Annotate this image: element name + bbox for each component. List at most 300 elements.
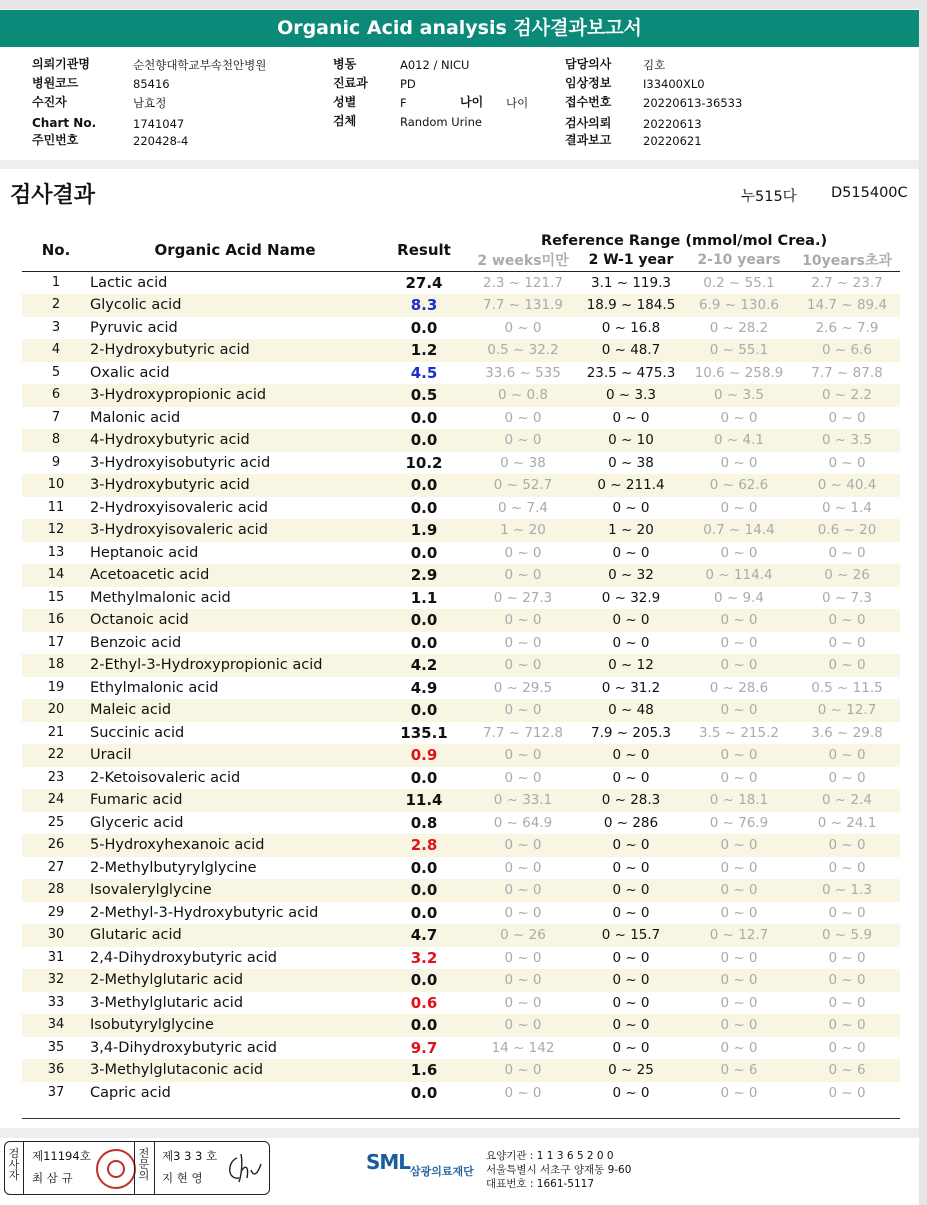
row-number: 5 bbox=[51, 364, 61, 380]
result-value: 0.0 bbox=[380, 609, 468, 632]
info-label: 수진자 bbox=[32, 95, 67, 109]
range-over-10y: 0 ~ 1.4 bbox=[822, 499, 872, 516]
signature-box bbox=[4, 1141, 270, 1195]
table-row bbox=[22, 1082, 900, 1105]
row-number: 37 bbox=[47, 1084, 65, 1100]
range-over-10y: 0 ~ 0 bbox=[828, 769, 866, 786]
range-over-10y: 0 ~ 26 bbox=[794, 564, 900, 587]
acid-name: Benzoic acid bbox=[90, 634, 182, 651]
result-value: 3.2 bbox=[410, 948, 438, 967]
result-value: 0.0 bbox=[410, 498, 438, 517]
table-row bbox=[22, 587, 900, 610]
table-row bbox=[22, 654, 900, 677]
range-2-weeks: 0 ~ 0 bbox=[468, 744, 578, 767]
range-2-10y: 0 ~ 6 bbox=[684, 1059, 794, 1082]
results-body bbox=[22, 272, 900, 1105]
header-range-4: 10years초과 bbox=[802, 253, 892, 269]
range-2-weeks: 1 ~ 20 bbox=[468, 519, 578, 542]
range-2w-1y: 0 ~ 48.7 bbox=[578, 339, 684, 362]
range-over-10y: 0 ~ 40.4 bbox=[794, 474, 900, 497]
range-over-10y: 0 ~ 6 bbox=[794, 1059, 900, 1082]
result-value: 0.0 bbox=[410, 633, 438, 652]
range-2-weeks: 0 ~ 0 bbox=[468, 699, 578, 722]
range-2-weeks: 0 ~ 0 bbox=[468, 564, 578, 587]
range-2w-1y: 0 ~ 16.8 bbox=[601, 319, 661, 336]
row-number: 11 bbox=[47, 499, 65, 515]
range-2-weeks: 2.3 ~ 121.7 bbox=[482, 275, 563, 291]
report-title: Organic Acid analysis 검사결과보고서 bbox=[0, 10, 919, 47]
acid-name: Malonic acid bbox=[90, 409, 181, 426]
age-label: 나이 bbox=[460, 95, 484, 109]
range-2-weeks: 0 ~ 0 bbox=[504, 319, 542, 336]
row-number: 4 bbox=[22, 339, 90, 362]
range-over-10y: 0 ~ 7.3 bbox=[822, 589, 872, 606]
row-number: 36 bbox=[22, 1059, 90, 1082]
info-value: 1741047 bbox=[133, 117, 185, 131]
result-value: 1.2 bbox=[380, 339, 468, 362]
acid-name: 2-Hydroxyisovaleric acid bbox=[90, 499, 268, 516]
row-number: 22 bbox=[22, 744, 90, 767]
range-2-weeks: 0 ~ 38 bbox=[500, 454, 546, 471]
range-over-10y: 0 ~ 0 bbox=[828, 994, 866, 1011]
range-2w-1y: 0 ~ 0 bbox=[612, 499, 650, 516]
row-number: 20 bbox=[22, 699, 90, 722]
info-value: 20220621 bbox=[643, 134, 702, 148]
range-2w-1y: 0 ~ 3.3 bbox=[578, 384, 684, 407]
result-value: 0.0 bbox=[380, 474, 468, 497]
range-2-weeks: 0 ~ 0 bbox=[504, 949, 542, 966]
row-number: 25 bbox=[47, 814, 65, 830]
range-over-10y: 0 ~ 12.7 bbox=[794, 699, 900, 722]
row-number: 17 bbox=[47, 634, 65, 650]
range-2-10y: 0 ~ 9.4 bbox=[714, 589, 764, 606]
acid-name: Succinic acid bbox=[90, 724, 185, 741]
result-value: 0.6 bbox=[410, 993, 438, 1012]
row-number: 9 bbox=[51, 454, 61, 470]
range-2-10y: 0 ~ 0 bbox=[720, 769, 758, 786]
row-number: 7 bbox=[51, 409, 61, 425]
range-2w-1y: 0 ~ 0 bbox=[612, 1039, 650, 1056]
lab-name: 삼광의료재단 bbox=[410, 1165, 474, 1178]
acid-name: Pyruvic acid bbox=[90, 319, 178, 336]
results-table bbox=[22, 229, 900, 1104]
result-value: 0.0 bbox=[410, 1083, 438, 1102]
row-number: 32 bbox=[22, 969, 90, 992]
range-2-10y: 0 ~ 0 bbox=[720, 499, 758, 516]
range-2w-1y: 0 ~ 0 bbox=[612, 1084, 650, 1101]
range-2-10y: 0 ~ 0 bbox=[684, 879, 794, 902]
acid-name: Uracil bbox=[90, 744, 380, 767]
result-value: 0.0 bbox=[410, 858, 438, 877]
info-label: 검사의뢰 bbox=[565, 116, 612, 130]
range-over-10y: 0 ~ 2.4 bbox=[794, 789, 900, 812]
info-label: 성별 bbox=[333, 95, 357, 109]
acid-name: Isovalerylglycine bbox=[90, 879, 380, 902]
range-over-10y: 0 ~ 0 bbox=[828, 454, 866, 471]
table-row bbox=[22, 609, 900, 632]
result-value: 2.9 bbox=[380, 564, 468, 587]
table-row bbox=[22, 564, 900, 587]
range-over-10y: 0 ~ 0 bbox=[794, 834, 900, 857]
acid-name: 4-Hydroxybutyric acid bbox=[90, 429, 380, 452]
acid-name: 3-Hydroxypropionic acid bbox=[90, 384, 380, 407]
range-2-weeks: 7.7 ~ 712.8 bbox=[482, 724, 563, 741]
lab-logo: SML bbox=[366, 1150, 411, 1174]
range-2w-1y: 0 ~ 0 bbox=[612, 409, 650, 426]
row-number: 27 bbox=[47, 859, 65, 875]
acid-name: 2-Methylglutaric acid bbox=[90, 969, 380, 992]
range-2-weeks: 0 ~ 0 bbox=[504, 994, 542, 1011]
range-2-weeks: 0 ~ 0 bbox=[468, 654, 578, 677]
table-row bbox=[22, 969, 900, 992]
acid-name: 3-Methylglutaconic acid bbox=[90, 1059, 380, 1082]
acid-name: Fumaric acid bbox=[90, 789, 380, 812]
row-number: 13 bbox=[47, 544, 65, 560]
lab-line-3: 대표번호 : 1661-5117 bbox=[486, 1178, 595, 1190]
acid-name: Acetoacetic acid bbox=[90, 564, 380, 587]
range-2-weeks: 0.5 ~ 32.2 bbox=[468, 339, 578, 362]
acid-name: 3-Hydroxyisovaleric acid bbox=[90, 519, 380, 542]
row-number: 15 bbox=[47, 589, 65, 605]
range-over-10y: 7.7 ~ 87.8 bbox=[811, 364, 883, 381]
range-over-10y: 0 ~ 0 bbox=[828, 409, 866, 426]
info-value: 85416 bbox=[133, 77, 170, 91]
range-over-10y: 0 ~ 0 bbox=[828, 634, 866, 651]
range-2-weeks: 0 ~ 0 bbox=[468, 834, 578, 857]
sig-divider bbox=[134, 1142, 135, 1194]
result-value: 1.6 bbox=[380, 1059, 468, 1082]
table-row bbox=[22, 722, 900, 745]
result-value: 1.1 bbox=[410, 588, 438, 607]
info-value: 220428-4 bbox=[133, 134, 189, 148]
result-value: 0.0 bbox=[380, 699, 468, 722]
table-row bbox=[22, 632, 900, 655]
range-2-weeks: 0 ~ 27.3 bbox=[493, 589, 553, 606]
acid-name: 5-Hydroxyhexanoic acid bbox=[90, 834, 380, 857]
range-over-10y: 0 ~ 0 bbox=[828, 1039, 866, 1056]
row-number: 34 bbox=[22, 1014, 90, 1037]
range-2w-1y: 0 ~ 0 bbox=[612, 949, 650, 966]
range-2-10y: 0 ~ 62.6 bbox=[684, 474, 794, 497]
range-2w-1y: 0 ~ 32 bbox=[578, 564, 684, 587]
result-value: 0.5 bbox=[380, 384, 468, 407]
result-value: 2.8 bbox=[380, 834, 468, 857]
range-2-10y: 0 ~ 76.9 bbox=[709, 814, 769, 831]
range-2-10y: 0 ~ 0 bbox=[684, 744, 794, 767]
row-number: 24 bbox=[22, 789, 90, 812]
range-2-10y: 0 ~ 0 bbox=[720, 904, 758, 921]
result-value: 4.5 bbox=[410, 363, 438, 382]
range-over-10y: 0 ~ 0 bbox=[794, 744, 900, 767]
range-over-10y: 0 ~ 0 bbox=[794, 969, 900, 992]
acid-name: Maleic acid bbox=[90, 699, 380, 722]
handwritten-signature-icon bbox=[223, 1150, 263, 1186]
row-number: 6 bbox=[22, 384, 90, 407]
specialist-number: 제3 3 3 호 bbox=[162, 1149, 218, 1163]
range-2w-1y: 0 ~ 25 bbox=[578, 1059, 684, 1082]
seal-stamp-icon bbox=[96, 1149, 136, 1189]
info-label: 접수번호 bbox=[565, 95, 612, 109]
result-value: 135.1 bbox=[400, 723, 448, 742]
table-row bbox=[22, 789, 900, 812]
header-reference: Reference Range (mmol/mol Crea.) bbox=[540, 233, 828, 249]
table-row bbox=[22, 384, 900, 407]
acid-name: 2-Methylbutyrylglycine bbox=[90, 859, 257, 876]
result-value: 0.0 bbox=[410, 903, 438, 922]
acid-name: Heptanoic acid bbox=[90, 544, 199, 561]
info-value: A012 / NICU bbox=[400, 58, 470, 72]
result-value: 0.0 bbox=[380, 1014, 468, 1037]
range-over-10y: 0 ~ 0 bbox=[828, 544, 866, 561]
range-2w-1y: 0 ~ 28.3 bbox=[578, 789, 684, 812]
range-2-weeks: 0 ~ 0 bbox=[504, 634, 542, 651]
acid-name: 2,4-Dihydroxybutyric acid bbox=[90, 949, 278, 966]
row-number: 29 bbox=[47, 904, 65, 920]
result-value: 4.9 bbox=[410, 678, 438, 697]
acid-name: 2-Hydroxybutyric acid bbox=[90, 339, 380, 362]
result-value: 0.0 bbox=[380, 879, 468, 902]
range-over-10y: 0 ~ 3.5 bbox=[794, 429, 900, 452]
specialist-name: 지 현 영 bbox=[162, 1171, 203, 1185]
range-2-weeks: 7.7 ~ 131.9 bbox=[468, 294, 578, 317]
range-over-10y: 2.6 ~ 7.9 bbox=[815, 319, 879, 336]
row-number: 8 bbox=[22, 429, 90, 452]
range-2-10y: 0 ~ 0 bbox=[684, 699, 794, 722]
range-over-10y: 2.7 ~ 23.7 bbox=[811, 275, 883, 291]
range-2w-1y: 23.5 ~ 475.3 bbox=[586, 364, 676, 381]
acid-name: Oxalic acid bbox=[90, 364, 170, 381]
table-row bbox=[22, 767, 900, 790]
age-value: 나이 bbox=[506, 96, 529, 110]
range-2w-1y: 0 ~ 0 bbox=[578, 744, 684, 767]
table-row bbox=[22, 474, 900, 497]
table-row bbox=[22, 744, 900, 767]
table-row bbox=[22, 317, 900, 340]
sig-divider bbox=[154, 1142, 155, 1194]
row-number: 21 bbox=[47, 724, 65, 740]
range-2-10y: 0 ~ 0 bbox=[684, 654, 794, 677]
range-2-10y: 0 ~ 28.6 bbox=[709, 679, 769, 696]
range-2-10y: 3.5 ~ 215.2 bbox=[698, 724, 779, 741]
table-row bbox=[22, 677, 900, 700]
info-value: 20220613 bbox=[643, 117, 702, 131]
range-2w-1y: 0 ~ 15.7 bbox=[578, 924, 684, 947]
range-over-10y: 3.6 ~ 29.8 bbox=[811, 724, 883, 741]
row-number: 16 bbox=[22, 609, 90, 632]
info-label: 담당의사 bbox=[565, 57, 612, 71]
table-row bbox=[22, 362, 900, 385]
range-2-weeks: 0 ~ 26 bbox=[468, 924, 578, 947]
table-row bbox=[22, 452, 900, 475]
acid-name: Capric acid bbox=[90, 1084, 171, 1101]
acid-name: 3-Methylglutaric acid bbox=[90, 994, 244, 1011]
range-2-weeks: 0 ~ 52.7 bbox=[468, 474, 578, 497]
table-row bbox=[22, 407, 900, 430]
row-number: 33 bbox=[47, 994, 65, 1010]
row-number: 31 bbox=[47, 949, 65, 965]
info-label: 검체 bbox=[333, 114, 357, 128]
range-2-weeks: 0 ~ 0 bbox=[504, 409, 542, 426]
range-2w-1y: 0 ~ 38 bbox=[608, 454, 654, 471]
range-over-10y: 0 ~ 0 bbox=[828, 949, 866, 966]
result-value: 1.9 bbox=[380, 519, 468, 542]
range-2-10y: 0 ~ 3.5 bbox=[684, 384, 794, 407]
result-value: 0.0 bbox=[410, 408, 438, 427]
table-row bbox=[22, 339, 900, 362]
table-row bbox=[22, 272, 900, 295]
range-over-10y: 0 ~ 24.1 bbox=[817, 814, 877, 831]
info-label: 병동 bbox=[333, 57, 357, 71]
range-over-10y: 0.6 ~ 20 bbox=[794, 519, 900, 542]
acid-name: Ethylmalonic acid bbox=[90, 679, 219, 696]
table-row bbox=[22, 1037, 900, 1060]
info-value: 남효정 bbox=[133, 96, 167, 110]
range-2-10y: 0 ~ 0 bbox=[720, 634, 758, 651]
header-no: No. bbox=[41, 241, 71, 259]
acid-name: 2-Methyl-3-Hydroxybutyric acid bbox=[90, 904, 319, 921]
info-value: F bbox=[400, 96, 407, 110]
range-2-10y: 0 ~ 0 bbox=[720, 544, 758, 561]
range-2w-1y: 0 ~ 0 bbox=[578, 1014, 684, 1037]
info-label: 병원코드 bbox=[32, 76, 79, 90]
row-number: 3 bbox=[51, 319, 61, 335]
range-2-10y: 0 ~ 55.1 bbox=[684, 339, 794, 362]
range-2w-1y: 0 ~ 286 bbox=[603, 814, 659, 831]
row-number: 19 bbox=[47, 679, 65, 695]
section-title: 검사결과 bbox=[10, 183, 96, 208]
row-number: 1 bbox=[51, 275, 61, 290]
range-over-10y: 0 ~ 0 bbox=[828, 1084, 866, 1101]
range-2-10y: 10.6 ~ 258.9 bbox=[694, 364, 784, 381]
range-2w-1y: 0 ~ 31.2 bbox=[601, 679, 661, 696]
row-number: 30 bbox=[22, 924, 90, 947]
acid-name: Methylmalonic acid bbox=[90, 589, 231, 606]
lab-line-1: 요양기관 : 1 1 3 6 5 2 0 0 bbox=[486, 1150, 614, 1162]
range-2w-1y: 0 ~ 0 bbox=[578, 834, 684, 857]
range-2-weeks: 0 ~ 33.1 bbox=[468, 789, 578, 812]
header-range-2: 2 W-1 year bbox=[588, 252, 674, 268]
row-number: 18 bbox=[22, 654, 90, 677]
table-row bbox=[22, 429, 900, 452]
table-row bbox=[22, 294, 900, 317]
range-2w-1y: 0 ~ 48 bbox=[578, 699, 684, 722]
row-number: 12 bbox=[22, 519, 90, 542]
code-left: 누515다 bbox=[741, 189, 797, 205]
row-number: 28 bbox=[22, 879, 90, 902]
row-number: 26 bbox=[22, 834, 90, 857]
range-2-weeks: 0 ~ 0 bbox=[504, 544, 542, 561]
lab-line-2: 서울특별시 서초구 양재동 9-60 bbox=[486, 1164, 632, 1176]
range-2w-1y: 0 ~ 0 bbox=[612, 634, 650, 651]
header-range-3: 2-10 years bbox=[697, 252, 781, 268]
range-2-10y: 0 ~ 0 bbox=[720, 859, 758, 876]
table-row bbox=[22, 947, 900, 970]
range-2-weeks: 33.6 ~ 535 bbox=[485, 364, 561, 381]
row-number: 23 bbox=[47, 769, 65, 785]
result-value: 9.7 bbox=[410, 1038, 438, 1057]
info-label: Chart No. bbox=[32, 116, 97, 130]
info-value: 김호 bbox=[643, 58, 666, 72]
range-2-10y: 0 ~ 0 bbox=[720, 949, 758, 966]
range-2-weeks: 0 ~ 0 bbox=[468, 879, 578, 902]
range-2-10y: 0 ~ 0 bbox=[684, 609, 794, 632]
result-value: 27.4 bbox=[405, 274, 443, 292]
result-value: 0.0 bbox=[410, 318, 438, 337]
header-divider bbox=[0, 160, 919, 169]
table-row bbox=[22, 699, 900, 722]
range-2w-1y: 0 ~ 0 bbox=[612, 859, 650, 876]
range-over-10y: 0 ~ 0 bbox=[794, 609, 900, 632]
row-number: 10 bbox=[22, 474, 90, 497]
range-2-weeks: 0 ~ 0 bbox=[504, 1084, 542, 1101]
table-row bbox=[22, 542, 900, 565]
header-result: Result bbox=[397, 241, 451, 259]
range-2-10y: 0 ~ 0 bbox=[684, 834, 794, 857]
table-row bbox=[22, 857, 900, 880]
range-2-10y: 0.7 ~ 14.4 bbox=[684, 519, 794, 542]
info-label: 결과보고 bbox=[565, 133, 612, 147]
info-value: 20220613-36533 bbox=[643, 96, 743, 110]
range-over-10y: 0 ~ 0 bbox=[828, 859, 866, 876]
acid-name: 3,4-Dihydroxybutyric acid bbox=[90, 1039, 278, 1056]
range-2w-1y: 0 ~ 0 bbox=[612, 904, 650, 921]
range-2-weeks: 0 ~ 0 bbox=[504, 769, 542, 786]
table-row bbox=[22, 902, 900, 925]
footer-divider bbox=[0, 1128, 919, 1138]
range-2-10y: 0 ~ 12.7 bbox=[684, 924, 794, 947]
range-over-10y: 14.7 ~ 89.4 bbox=[794, 294, 900, 317]
result-value: 4.7 bbox=[380, 924, 468, 947]
range-over-10y: 0.5 ~ 11.5 bbox=[811, 679, 883, 696]
range-2-10y: 0 ~ 0 bbox=[684, 1014, 794, 1037]
row-number: 35 bbox=[47, 1039, 65, 1055]
range-2-10y: 6.9 ~ 130.6 bbox=[684, 294, 794, 317]
row-number: 14 bbox=[22, 564, 90, 587]
specialist-label: 전문의 bbox=[138, 1147, 150, 1182]
header-name: Organic Acid Name bbox=[154, 241, 316, 259]
acid-name: Glutaric acid bbox=[90, 924, 380, 947]
range-2w-1y: 0 ~ 0 bbox=[578, 969, 684, 992]
result-value: 0.0 bbox=[380, 429, 468, 452]
info-label: 의뢰기관명 bbox=[32, 57, 90, 71]
range-2w-1y: 0 ~ 0 bbox=[612, 544, 650, 561]
range-2-weeks: 0 ~ 64.9 bbox=[493, 814, 553, 831]
tester-number: 제11194호 bbox=[32, 1149, 91, 1163]
range-2w-1y: 0 ~ 0 bbox=[612, 994, 650, 1011]
range-2w-1y: 0 ~ 0 bbox=[612, 769, 650, 786]
range-2-weeks: 0 ~ 0 bbox=[468, 1014, 578, 1037]
acid-name: 3-Hydroxybutyric acid bbox=[90, 474, 380, 497]
acid-name: 3-Hydroxyisobutyric acid bbox=[90, 454, 271, 471]
range-2-10y: 0 ~ 18.1 bbox=[684, 789, 794, 812]
range-2-weeks: 14 ~ 142 bbox=[491, 1039, 555, 1056]
result-value: 4.2 bbox=[380, 654, 468, 677]
info-value: I33400XL0 bbox=[643, 77, 705, 91]
range-2-weeks: 0 ~ 7.4 bbox=[498, 499, 548, 516]
acid-name: Glycolic acid bbox=[90, 294, 380, 317]
range-over-10y: 0 ~ 6.6 bbox=[794, 339, 900, 362]
table-row bbox=[22, 834, 900, 857]
acid-name: 2-Ketoisovaleric acid bbox=[90, 769, 241, 786]
result-value: 0.0 bbox=[380, 969, 468, 992]
range-over-10y: 0 ~ 0 bbox=[828, 904, 866, 921]
header-range-1: 2 weeks미만 bbox=[477, 253, 569, 269]
range-over-10y: 0 ~ 0 bbox=[794, 1014, 900, 1037]
table-row bbox=[22, 992, 900, 1015]
range-over-10y: 0 ~ 1.3 bbox=[794, 879, 900, 902]
result-value: 10.2 bbox=[405, 453, 443, 472]
range-2-10y: 0 ~ 114.4 bbox=[684, 564, 794, 587]
